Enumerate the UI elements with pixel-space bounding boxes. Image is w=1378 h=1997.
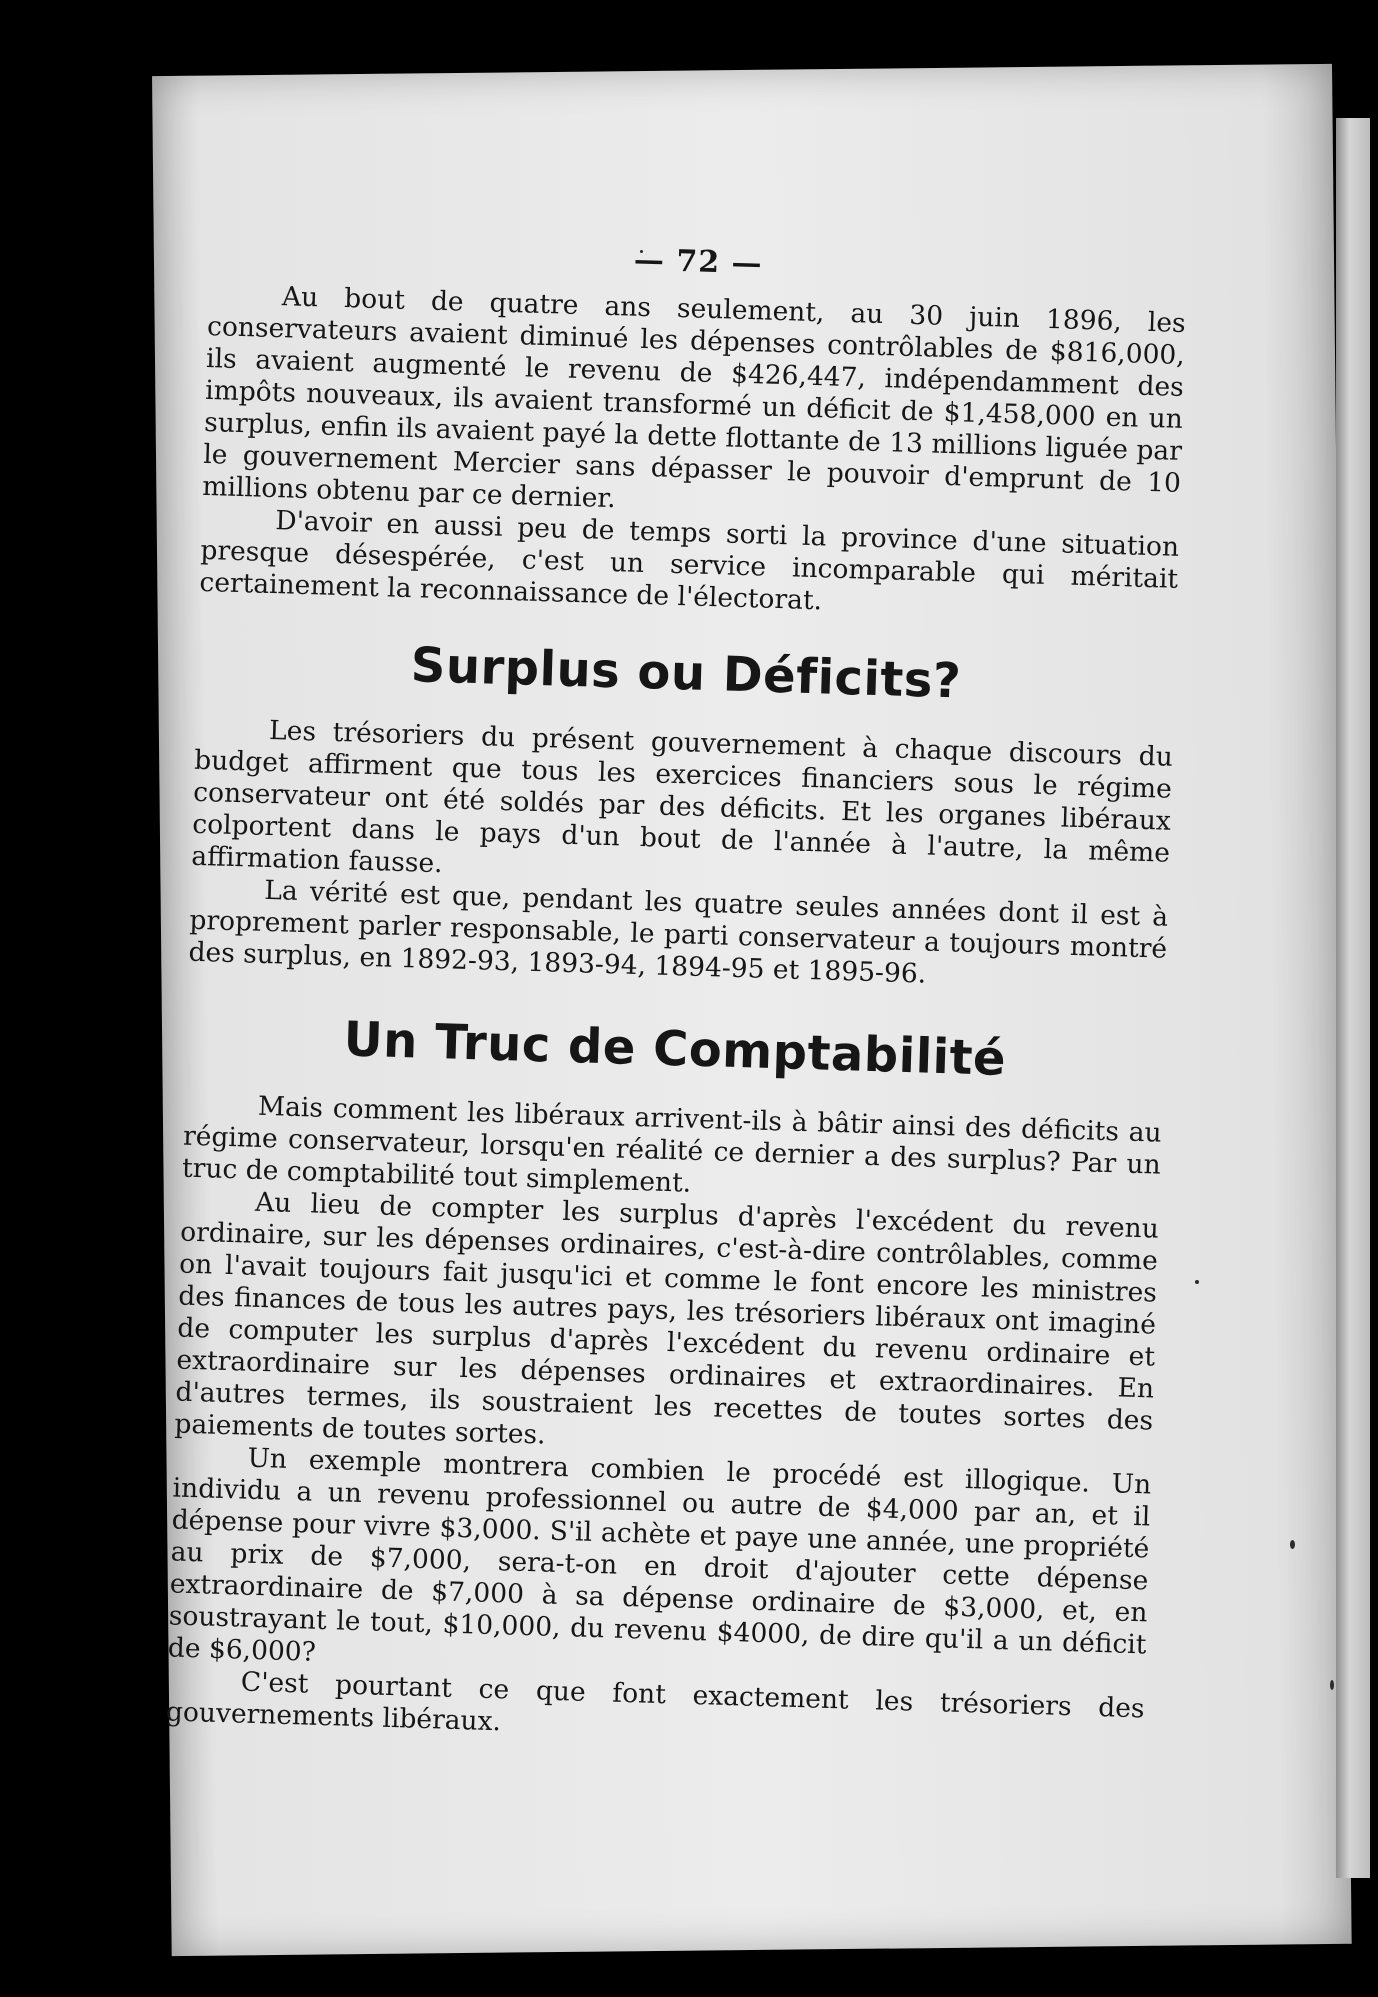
scan-speck — [1330, 1680, 1334, 1690]
truc-paragraph-3: Un exemple montrera combien le procédé est illogique. Un individu a un revenu professionnel ou autre de $4,000 par an, et il dépense pour vivre $3,000. S'il achète et paye une année, une propriété au prix de $7,000, sera-t-on en droit d'ajouter cette dépense extraordinaire de $7,000 à sa dépense ordinaire de $3,000, et, en soustrayant le tout, $10,000, du revenu $4000, de dire qu'il a un déficit de $6,000? — [167, 1442, 1152, 1668]
intro-paragraph-2: D'avoir en aussi peu de temps sorti la province d'une situation presque désespérée, c'est un service incomparable qui méritait certainement la reconnaissance de l'électorat. — [199, 505, 1180, 617]
intro-paragraph-1: Au bout de quatre ans seulement, au 30 juin 1896, les conservateurs avaient diminué les dépenses contrôlables de $816,000, ils avaient augmenté le revenu de $426,447, indépendamment des impôts nouveaux, ils avaient transformé un déficit de $1,458,000 en un surplus, enfin ils avaient payé la dette flottante de 13 millions liguée par le gouvernement Mercier sans dépasser le pouvoir d'emprunt de 10 millions obtenu par ce dernier. — [201, 281, 1187, 515]
surplus-paragraph-1: Les trésoriers du présent gouvernement à chaque discours du budget affirment que tous les exercices financiers sous le régime conservateur ont été soldés par des déficits. Et les organes libéraux colportent dans le pays d'un bout de l'année à l'autre, la même affirmation fausse. — [190, 714, 1174, 880]
heading-surplus-ou-deficits: Surplus ou Déficits? — [410, 637, 963, 710]
truc-paragraph-1: Mais comment les libéraux arrivent-ils à bâtir ainsi des déficits au régime conservateur, lorsqu'en réalité ce dernier a des surplus? Par un truc de comptabilité tout simplement. — [181, 1090, 1163, 1199]
scan-speck — [1195, 1280, 1199, 1284]
scan-speck — [1290, 1540, 1295, 1549]
page-text — [166, 230, 1188, 1757]
facing-page-edge — [1336, 118, 1370, 1878]
truc-paragraph-2: Au lieu de compter les surplus d'après l'excédent du revenu ordinaire, sur les dépenses ordinaires, c'est-à-dire contrôlables, comme on l'avait toujours fait jusqu'ici et comme le font encore les ministres des finances de tous les autres pays, les trésoriers libéraux ont imaginé de computer les surplus d'après l'excédent du revenu ordinaire et extraordinaire sur les dépenses ordinaires et extraordinaires. En d'autres termes, ils soustraient les recettes de toutes sortes des paiements de toutes sortes. — [174, 1186, 1160, 1451]
heading-truc-de-comptabilite: Un Truc de Comptabilité — [342, 1011, 1007, 1087]
page-number: — 72 — — [633, 242, 764, 282]
truc-paragraph-4: C'est pourtant ce que font exactement les trésoriers des gouvernements libéraux. — [165, 1666, 1145, 1738]
surplus-paragraph-2: La vérité est que, pendant les quatre seules années dont il est à proprement parler responsable, le parti conservateur a toujours montré des surplus, en 1892-93, 1893-94, 1894-95 et 1895-96. — [188, 874, 1169, 990]
